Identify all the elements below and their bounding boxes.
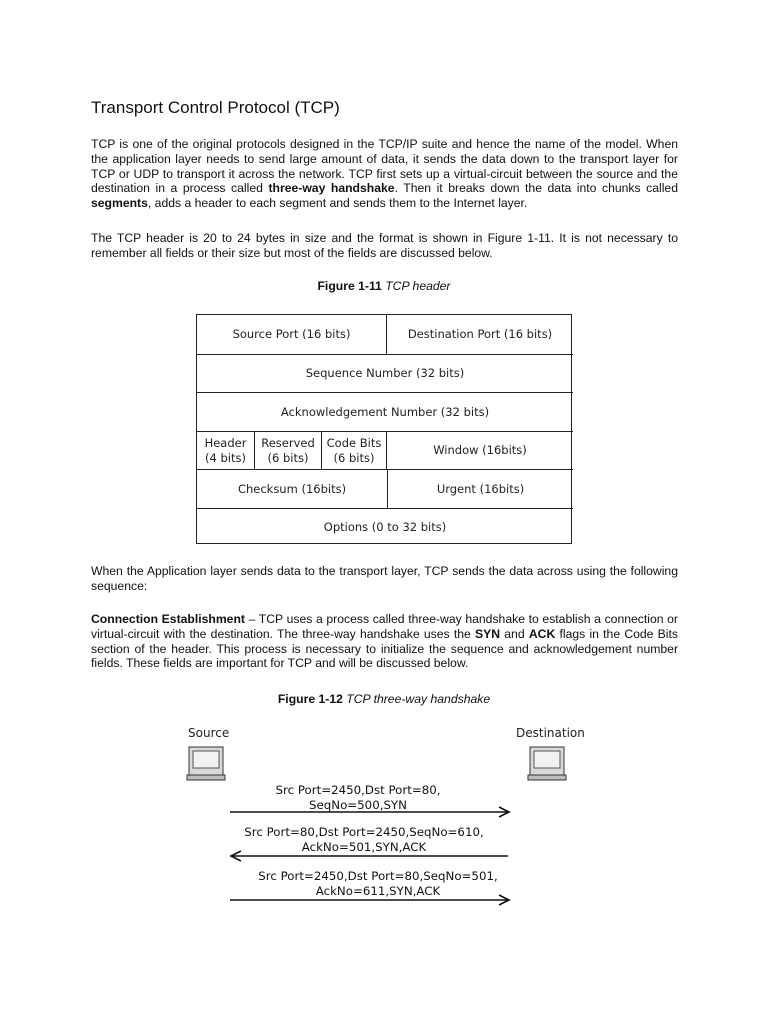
syn-ack-arrow-left [228, 850, 512, 862]
source-port-cell: Source Port (16 bits) [232, 327, 351, 341]
header-length-size: (4 bits) [205, 450, 246, 465]
reserved-label: Reserved [261, 435, 315, 450]
message-2-line-1: Src Port=80,Dst Port=2450,SeqNo=610, [244, 825, 484, 839]
figure-1-11-number: Figure 1-11 [317, 279, 382, 293]
message-2-line-2: AckNo=501,SYN,ACK [301, 840, 427, 854]
page-title: Transport Control Protocol (TCP) [91, 98, 340, 117]
reserved-cell [254, 431, 321, 469]
intro-paragraph [91, 137, 678, 211]
figure-1-11-title: TCP header [385, 279, 451, 293]
code-bits-cell [321, 431, 386, 469]
intro-text-3: , adds a header to each segment and sends them to the Internet layer. [147, 196, 528, 211]
code-bits-size: (6 bits) [333, 450, 375, 465]
window-cell: Window (16bits) [386, 431, 573, 469]
connection-establishment-term: Connection Establishment [91, 612, 245, 626]
connection-establishment-paragraph [91, 612, 678, 671]
urgent-cell: Urgent (16bits) [387, 469, 573, 508]
destination-label: Destination [516, 726, 585, 740]
acknowledgement-number-cell: Acknowledgement Number (32 bits) [197, 392, 573, 431]
message-1-line-2: SeqNo=500,SYN [309, 798, 407, 812]
sequence-paragraph: When the Application layer sends data to the transport layer, TCP sends the data across using the following sequence: [91, 564, 678, 593]
header-length-cell [197, 431, 254, 469]
intro-bold-segments: segments [91, 196, 148, 211]
source-computer-icon [186, 745, 226, 781]
sequence-number-cell: Sequence Number (32 bits) [197, 354, 573, 392]
ack-arrow-right [228, 894, 512, 906]
options-cell: Options (0 to 32 bits) [197, 508, 573, 545]
destination-port-cell: Destination Port (16 bits) [386, 315, 573, 354]
checksum-cell: Checksum (16bits) [197, 469, 387, 508]
figure-1-11-caption [0, 279, 768, 293]
reserved-size: (6 bits) [267, 450, 309, 465]
intro-text-2: . Then it breaks down the data into chunks called [394, 181, 678, 196]
header-size-paragraph: The TCP header is 20 to 24 bytes in size and the format is shown in Figure 1-11. It is not necessary to remember all fields or their size but most of the fields are discussed below. [91, 231, 678, 260]
message-1-line-1: Src Port=2450,Dst Port=80, [275, 783, 441, 797]
connection-text-2: and [500, 626, 529, 641]
figure-1-12-number: Figure 1-12 [277, 692, 343, 706]
syn-flag-term: SYN [474, 626, 501, 641]
intro-text-1: TCP is one of the original protocols designed in the TCP/IP suite and hence the name of the model. When the application layer needs to send large amount of data, it sends the data down to the transport layer for TCP or UDP to transport it across the network. TCP first sets up a virtual-circuit between the source and the destination in a process called [91, 137, 678, 196]
connection-text-3: flags in the Code Bits section of the header. This process is necessary to initialize the sequence and acknowledgement number fields. These fields are important for TCP and will be discussed below. [91, 626, 678, 671]
code-bits-label: Code Bits [326, 435, 382, 450]
tcp-header-table [196, 314, 572, 544]
figure-1-12-title: TCP three-way handshake [346, 692, 491, 706]
destination-computer-icon [527, 745, 567, 781]
message-3-line-2: AckNo=611,SYN,ACK [315, 884, 441, 898]
intro-bold-handshake: three-way handshake [268, 181, 395, 196]
message-3-line-1: Src Port=2450,Dst Port=80,SeqNo=501, [258, 869, 498, 883]
syn-arrow-right [228, 806, 512, 818]
ack-flag-term: ACK [528, 626, 556, 641]
header-length-label: Header [204, 435, 247, 450]
figure-1-12-caption [0, 692, 768, 706]
connection-text-1: – TCP uses a process called three-way handshake to establish a connection or virtual-circuit with the destination. The three-way handshake uses the [91, 612, 678, 641]
source-label: Source [188, 726, 230, 740]
